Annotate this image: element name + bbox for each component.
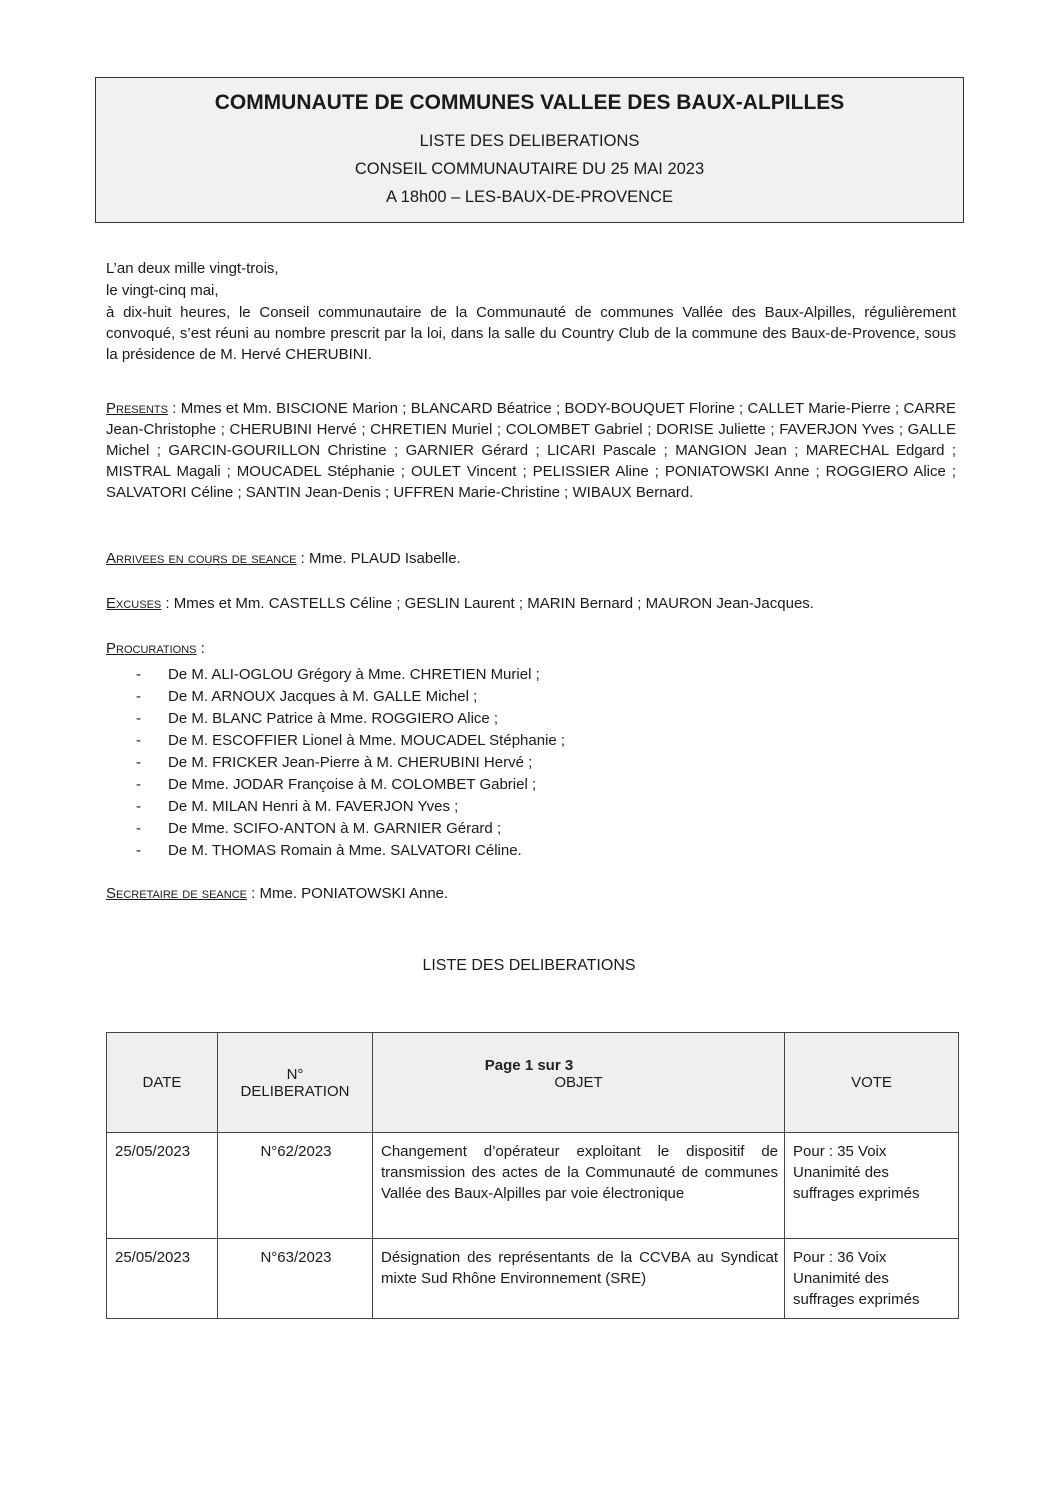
procuration-text: De M. THOMAS Romain à Mme. SALVATORI Céline.: [168, 842, 522, 859]
organization-title: COMMUNAUTE DE COMMUNES VALLEE DES BAUX-ALPILLES: [214, 91, 845, 114]
page-total: 3: [564, 1057, 574, 1074]
intro-paragraph: à dix-huit heures, le Conseil communautaire de la Communauté de communes Vallée des Baux-Alpilles, régulièrement convoqué, s’est réuni au nombre prescrit par la loi, dans la salle du Country Club de la commune des Baux-de-Provence, sous la présidence de M. Hervé CHERUBINI.: [106, 304, 956, 363]
procuration-text: De Mme. JODAR Françoise à M. COLOMBET Gabriel ;: [168, 776, 537, 793]
page-footer-number: [0, 1057, 1058, 1074]
procuration-text: De M. MILAN Henri à M. FAVERJON Yves ;: [168, 798, 459, 815]
vote-count: Pour : 36 Voix: [793, 1249, 887, 1266]
list-dash: -: [136, 820, 141, 837]
meeting-time-place: A 18h00 – LES-BAUX-DE-PROVENCE: [385, 188, 674, 206]
header-numero-label: DELIBERATION: [240, 1082, 350, 1100]
procurations-label: Procurations: [106, 640, 197, 657]
list-dash: -: [136, 666, 141, 683]
intro-line-1: L’an deux mille vingt-trois,: [106, 260, 279, 277]
list-dash: -: [136, 732, 141, 749]
secretaire-text: : Mme. PONIATOWSKI Anne.: [247, 885, 449, 902]
list-dash: -: [136, 842, 141, 859]
procuration-text: De M. ARNOUX Jacques à M. GALLE Michel ;: [168, 688, 478, 705]
list-item: [106, 840, 906, 862]
presents-label: Presents: [106, 400, 168, 417]
list-item: [106, 708, 906, 730]
header-vote: VOTE: [785, 1033, 959, 1133]
procurations-heading: [106, 638, 956, 659]
list-item: [106, 796, 906, 818]
arrivees-paragraph: [106, 548, 956, 569]
document-header: [95, 77, 964, 223]
excuses-paragraph: [106, 593, 956, 614]
cell-numero: N°62/2023: [218, 1133, 373, 1239]
header-objet: OBJET: [373, 1033, 785, 1133]
table-row: [107, 1239, 959, 1319]
procurations-suffix: :: [196, 640, 205, 657]
table-row: [107, 1133, 959, 1239]
procurations-list: [106, 664, 906, 862]
cell-vote: [785, 1239, 959, 1319]
list-item: [106, 664, 906, 686]
vote-result: Unanimité des suffrages exprimés: [793, 1270, 920, 1308]
page-mid: sur: [533, 1057, 565, 1074]
vote-result: Unanimité des suffrages exprimés: [793, 1164, 920, 1202]
page-current: 1: [524, 1057, 534, 1074]
cell-date: 25/05/2023: [107, 1133, 218, 1239]
list-item: [106, 818, 906, 840]
header-numero: [218, 1033, 373, 1133]
intro-line-2: le vingt-cinq mai,: [106, 282, 219, 299]
list-dash: -: [136, 754, 141, 771]
cell-numero: N°63/2023: [218, 1239, 373, 1319]
cell-date: 25/05/2023: [107, 1239, 218, 1319]
procuration-text: De M. ALI-OGLOU Grégory à Mme. CHRETIEN Muriel ;: [168, 666, 540, 683]
presents-list: : Mmes et Mm. BISCIONE Marion ; BLANCARD Béatrice ; BODY-BOUQUET Florine ; CALLET Marie-Pierre ; CARRE Jean-Christophe ; CHERUBINI Hervé ; CHRETIEN Muriel ; COLOMBET Gabriel ; DORISE Juliette ; FAVERJON Yves ; GALLE Michel ; GARCIN-GOURILLON Christine ; GARNIER Gérard ; LICARI Pascale ; MANGION Jean ; MARECHAL Edgard ; MISTRAL Magali ; MOUCADEL Stéphanie ; OULET Vincent ; PELISSIER Aline ; PONIATOWSKI Anne ; ROGGIERO Alice ; SALVATORI Céline ; SANTIN Jean-Denis ; UFFREN Marie-Christine ; WIBAUX Bernard.: [106, 400, 956, 501]
procuration-text: De Mme. SCIFO-ANTON à M. GARNIER Gérard ;: [168, 820, 502, 837]
header-numero-symbol: N°: [286, 1065, 304, 1083]
list-item: [106, 686, 906, 708]
excuses-label: Excuses: [106, 595, 162, 612]
list-item: [106, 752, 906, 774]
excuses-text: : Mmes et Mm. CASTELLS Céline ; GESLIN Laurent ; MARIN Bernard ; MAURON Jean-Jacques.: [161, 595, 814, 612]
cell-objet: Désignation des représentants de la CCVBA au Syndicat mixte Sud Rhône Environnement (SRE): [373, 1239, 785, 1319]
deliberations-table: [106, 1032, 959, 1319]
list-dash: -: [136, 798, 141, 815]
table-header-row: [107, 1033, 959, 1133]
list-item: [106, 774, 906, 796]
list-item: [106, 730, 906, 752]
cell-objet: Changement d’opérateur exploitant le dispositif de transmission des actes de la Communauté de communes Vallée des Baux-Alpilles par voie électronique: [373, 1133, 785, 1239]
header-date: DATE: [107, 1033, 218, 1133]
procuration-text: De M. BLANC Patrice à Mme. ROGGIERO Alice ;: [168, 710, 499, 727]
arrivees-text: : Mme. PLAUD Isabelle.: [296, 550, 461, 567]
cell-vote: [785, 1133, 959, 1239]
presents-paragraph: [106, 398, 956, 503]
document-subtitle: LISTE DES DELIBERATIONS: [419, 132, 640, 150]
section-title: LISTE DES DELIBERATIONS: [422, 957, 636, 974]
arrivees-label: Arrivees en cours de seance: [106, 550, 297, 567]
list-dash: -: [136, 688, 141, 705]
list-dash: -: [136, 776, 141, 793]
list-dash: -: [136, 710, 141, 727]
meeting-title: CONSEIL COMMUNAUTAIRE DU 25 MAI 2023: [354, 160, 705, 178]
procuration-text: De M. FRICKER Jean-Pierre à M. CHERUBINI Hervé ;: [168, 754, 533, 771]
procuration-text: De M. ESCOFFIER Lionel à Mme. MOUCADEL Stéphanie ;: [168, 732, 566, 749]
vote-count: Pour : 35 Voix: [793, 1143, 887, 1160]
secretaire-label: Secretaire de seance: [106, 885, 247, 902]
page-prefix: Page: [484, 1057, 525, 1074]
secretaire-paragraph: [106, 883, 956, 904]
